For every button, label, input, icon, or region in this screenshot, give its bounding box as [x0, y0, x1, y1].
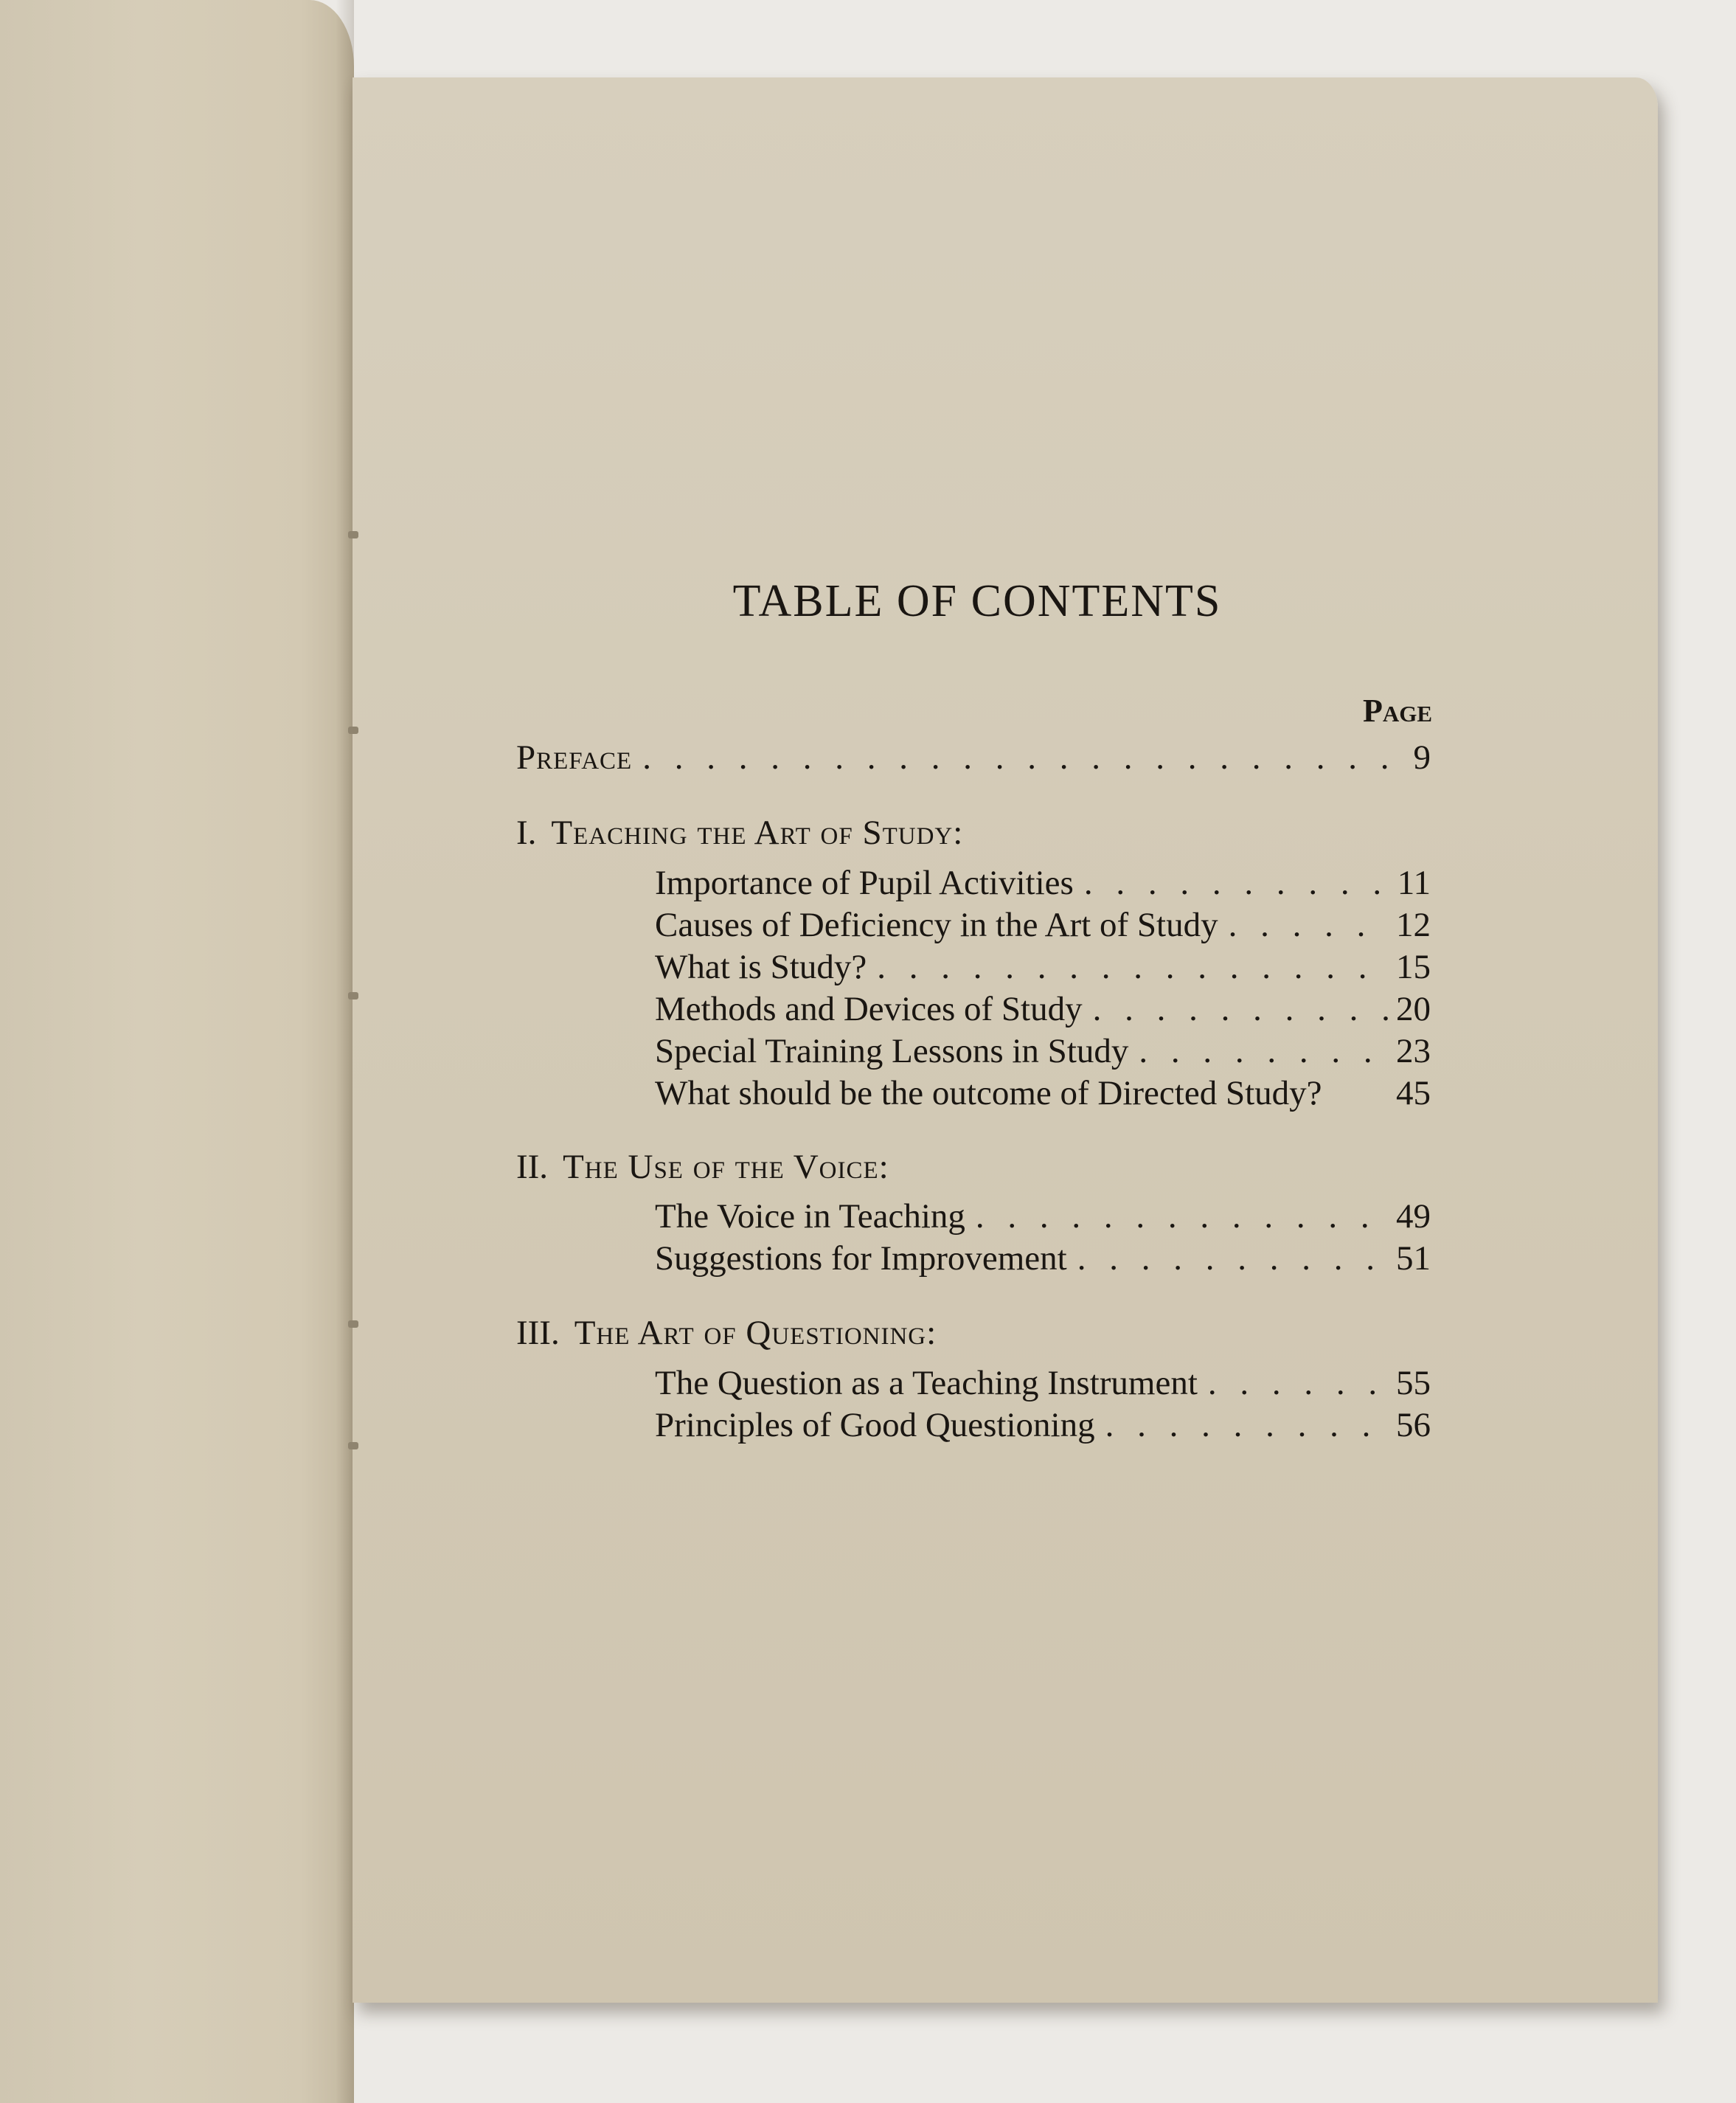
toc-entry [655, 1196, 1431, 1238]
toc-entry-label: Suggestions for Improvement [655, 1239, 1067, 1278]
toc-entry-page: 49 [1396, 1197, 1431, 1236]
toc-entry-label: Importance of Pupil Activities [655, 864, 1074, 902]
toc-entry-label: The Voice in Teaching [655, 1197, 965, 1236]
dot-leader [867, 947, 1389, 987]
toc-entry [655, 1363, 1431, 1404]
binding-stitch [348, 727, 358, 734]
dot-leader [1074, 863, 1389, 903]
toc-entry-page: 55 [1396, 1364, 1431, 1402]
left-page [0, 0, 354, 2103]
toc-entry-page: 12 [1396, 906, 1431, 944]
dot-leader [632, 738, 1389, 777]
toc-entry [655, 1238, 1431, 1280]
chapter-title: The Use of the Voice: [563, 1148, 889, 1186]
chapter-title: The Art of Questioning: [574, 1314, 937, 1352]
dot-leader [1095, 1405, 1389, 1445]
toc-entry-label: The Question as a Teaching Instrument [655, 1364, 1198, 1402]
toc-entry [655, 905, 1431, 946]
toc-entry [655, 1073, 1431, 1115]
toc-entry [655, 863, 1431, 904]
toc-title: TABLE OF CONTENTS [732, 576, 1222, 626]
chapter-numeral: II. [516, 1148, 549, 1186]
toc-entry-page: 20 [1396, 990, 1431, 1028]
toc-entry-label: What is Study? [655, 948, 867, 986]
page-gutter-shadow [336, 0, 354, 2103]
chapter-heading [516, 1147, 889, 1187]
page-column-label: Page [1362, 693, 1432, 729]
toc-entry-page: 51 [1396, 1239, 1431, 1278]
chapter-heading [516, 813, 963, 853]
toc-entry-page: 45 [1396, 1074, 1431, 1112]
toc-entry [655, 1405, 1431, 1447]
chapter-title: Teaching the Art of Study: [551, 814, 964, 852]
binding-stitch [348, 1442, 358, 1449]
toc-entry-preface [516, 738, 1431, 779]
chapter-numeral: III. [516, 1314, 560, 1352]
toc-entry-label: Special Training Lessons in Study [655, 1032, 1129, 1070]
dot-leader [1067, 1238, 1389, 1278]
dot-leader [1083, 989, 1389, 1029]
toc-entry-page: 11 [1397, 864, 1431, 902]
toc-entry-page: 15 [1396, 948, 1431, 986]
binding-stitch [348, 531, 358, 538]
dot-leader [1198, 1363, 1389, 1403]
toc-entry-label: What should be the outcome of Directed Study? [655, 1074, 1322, 1112]
toc-entry [655, 947, 1431, 988]
toc-entry-label: Causes of Deficiency in the Art of Study [655, 906, 1218, 944]
binding-stitch [348, 992, 358, 999]
dot-leader [1218, 905, 1389, 945]
chapter-numeral: I. [516, 814, 537, 852]
toc-entry-page: 23 [1396, 1032, 1431, 1070]
toc-entry-label: Preface [516, 738, 633, 777]
toc-entry [655, 989, 1431, 1030]
binding-stitch [348, 1320, 358, 1328]
toc-entry-page: 9 [1413, 738, 1431, 777]
dot-leader [965, 1196, 1389, 1236]
chapter-heading [516, 1313, 937, 1353]
toc-entry-page: 56 [1396, 1406, 1431, 1444]
toc-entry-label: Principles of Good Questioning [655, 1406, 1095, 1444]
toc-entry [655, 1031, 1431, 1073]
toc-entry-label: Methods and Devices of Study [655, 990, 1083, 1028]
dot-leader [1128, 1031, 1389, 1071]
